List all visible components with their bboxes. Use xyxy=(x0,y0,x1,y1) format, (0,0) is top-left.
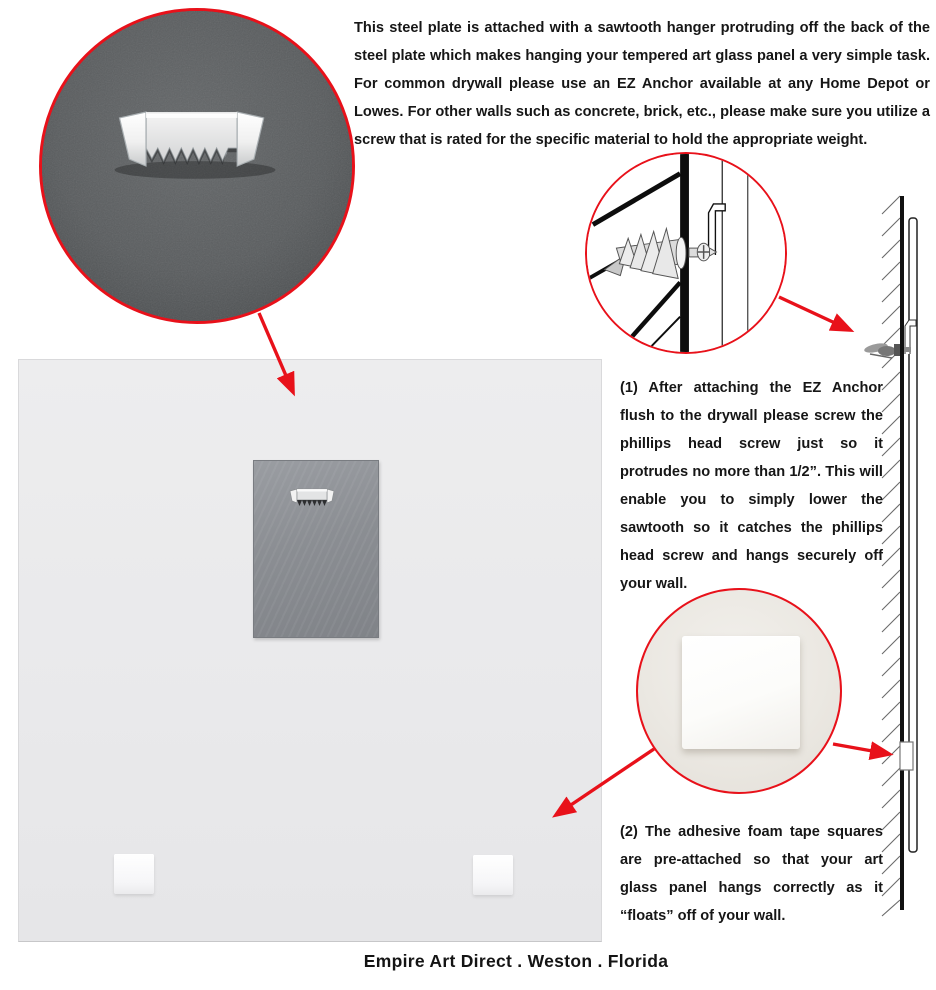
footer-brand-line: Empire Art Direct . Weston . Florida xyxy=(363,951,669,971)
steel-plate xyxy=(253,460,379,638)
arrow-to-wall-anchor xyxy=(779,297,850,330)
art-glass-back-panel xyxy=(18,359,602,942)
ez-anchor-screw-drawing-icon xyxy=(587,154,785,352)
sawtooth-hanger-photo-icon xyxy=(42,11,352,321)
step-1-paragraph: (1) After attaching the EZ Anchor flush to the drywall please screw the phillips head screw just so it protrudes no more than 1/2”. This will enable you to simply lower the sawtooth so it catches the phillips head screw and hangs securely off your wall. xyxy=(620,380,883,592)
sawtooth-closeup-circle xyxy=(39,8,355,324)
foam-tape-square-left xyxy=(114,854,154,894)
ez-anchor-closeup-circle xyxy=(585,152,787,354)
intro-paragraph: This steel plate is attached with a sawtooth hanger protruding off the back of the steel plate which makes hanging your tempered art glass panel a very simple task. For common drywall please use an EZ Anchor available at any Home Depot or Lowes. For other walls such as concrete, brick, etc., please make sure you utilize a screw that is rated for the specific material to hold the appropriate weight. xyxy=(354,20,930,148)
foam-tape-square-right xyxy=(473,855,513,895)
adhesive-foam-square-photo-icon xyxy=(682,636,800,749)
foam-closeup-circle xyxy=(636,588,842,794)
step-2-paragraph: (2) The adhesive foam tape squares are pre-attached so that your art glass panel hangs correctly as it “floats” off of your wall. xyxy=(620,824,883,924)
sawtooth-hanger-icon xyxy=(288,487,336,511)
